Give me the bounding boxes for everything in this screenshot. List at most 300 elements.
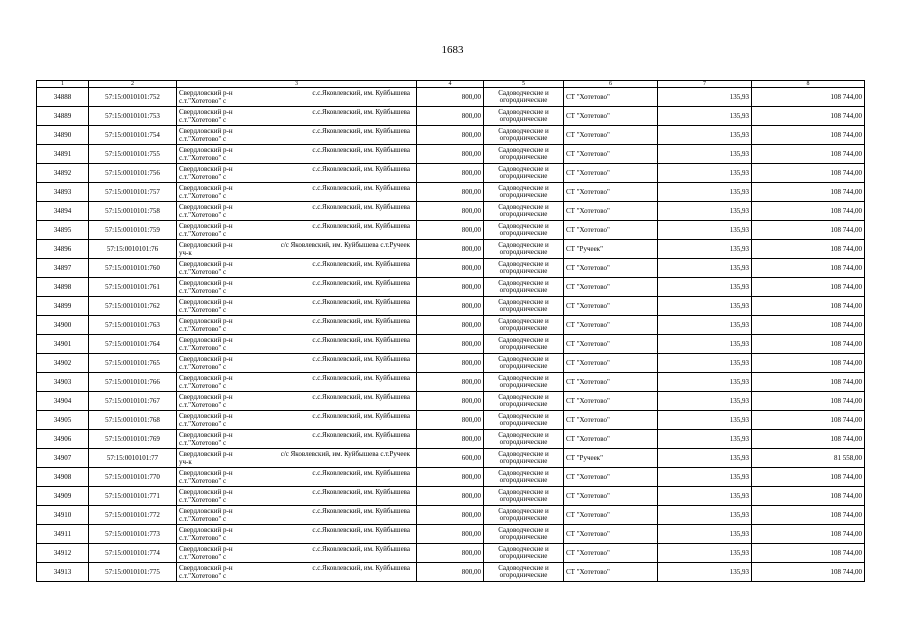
address-cell bbox=[177, 259, 417, 278]
address-cell bbox=[177, 145, 417, 164]
organization-name: СТ "Хотетово" bbox=[564, 202, 658, 221]
organization-name: СТ "Ручеек" bbox=[564, 449, 658, 468]
organization-name: СТ "Хотетово" bbox=[564, 563, 658, 582]
address-cell bbox=[177, 563, 417, 582]
address-cell bbox=[177, 411, 417, 430]
cadastral-number: 57:15:0010101:774 bbox=[89, 544, 177, 563]
table-row bbox=[37, 278, 865, 297]
specific-value: 135,93 bbox=[658, 278, 752, 297]
land-use-line1: Садоводческие и bbox=[498, 526, 549, 534]
row-number: 34901 bbox=[37, 335, 89, 354]
address-cell bbox=[177, 297, 417, 316]
area-value: 800,00 bbox=[417, 297, 484, 316]
address-settlement: уч-к bbox=[179, 458, 192, 466]
table-row bbox=[37, 259, 865, 278]
area-value: 800,00 bbox=[417, 525, 484, 544]
address-locality: с.с.Яковлевский, им. Куйбышева bbox=[312, 564, 410, 572]
address-locality: с.с.Яковлевский, им. Куйбышева bbox=[312, 488, 410, 496]
specific-value: 135,93 bbox=[658, 544, 752, 563]
address-district: Свердловский р-н bbox=[179, 146, 233, 154]
column-header: 6 bbox=[564, 81, 658, 88]
land-use-cell bbox=[484, 164, 564, 183]
land-use-line2: огороднические bbox=[499, 210, 548, 218]
cadastral-value: 108 744,00 bbox=[752, 221, 865, 240]
table-row bbox=[37, 506, 865, 525]
address-settlement: с.т."Хотетово" с bbox=[179, 344, 227, 352]
address-cell bbox=[177, 449, 417, 468]
cadastral-number: 57:15:0010101:762 bbox=[89, 297, 177, 316]
row-number: 34905 bbox=[37, 411, 89, 430]
organization-name: СТ "Хотетово" bbox=[564, 183, 658, 202]
land-use-cell bbox=[484, 430, 564, 449]
land-use-cell bbox=[484, 183, 564, 202]
cadastral-value: 108 744,00 bbox=[752, 316, 865, 335]
address-cell bbox=[177, 107, 417, 126]
table-row bbox=[37, 430, 865, 449]
address-locality: с.с.Яковлевский, им. Куйбышева bbox=[312, 260, 410, 268]
address-district: Свердловский р-н bbox=[179, 564, 233, 572]
land-use-line2: огороднические bbox=[499, 381, 548, 389]
table-row bbox=[37, 221, 865, 240]
cadastral-number: 57:15:0010101:753 bbox=[89, 107, 177, 126]
land-use-line2: огороднические bbox=[499, 153, 548, 161]
row-number: 34910 bbox=[37, 506, 89, 525]
address-locality: с.с.Яковлевский, им. Куйбышева bbox=[312, 108, 410, 116]
address-settlement: с.т."Хотетово" с bbox=[179, 287, 227, 295]
land-use-line2: огороднические bbox=[499, 343, 548, 351]
address-locality: с.с.Яковлевский, им. Куйбышева bbox=[312, 431, 410, 439]
land-use-line1: Садоводческие и bbox=[498, 336, 549, 344]
address-district: Свердловский р-н bbox=[179, 89, 233, 97]
address-settlement: с.т."Хотетово" с bbox=[179, 363, 227, 371]
cadastral-number: 57:15:0010101:770 bbox=[89, 468, 177, 487]
land-use-cell bbox=[484, 449, 564, 468]
organization-name: СТ "Хотетово" bbox=[564, 335, 658, 354]
address-cell bbox=[177, 316, 417, 335]
address-district: Свердловский р-н bbox=[179, 260, 233, 268]
column-header: 3 bbox=[177, 81, 417, 88]
land-use-cell bbox=[484, 278, 564, 297]
organization-name: СТ "Хотетово" bbox=[564, 145, 658, 164]
area-value: 800,00 bbox=[417, 316, 484, 335]
cadastral-value: 108 744,00 bbox=[752, 525, 865, 544]
column-number-row bbox=[37, 81, 865, 88]
land-use-line2: огороднические bbox=[499, 172, 548, 180]
specific-value: 135,93 bbox=[658, 468, 752, 487]
cadastral-value: 108 744,00 bbox=[752, 506, 865, 525]
cadastral-number: 57:15:0010101:775 bbox=[89, 563, 177, 582]
cadastral-value: 108 744,00 bbox=[752, 240, 865, 259]
land-use-cell bbox=[484, 88, 564, 107]
specific-value: 135,93 bbox=[658, 316, 752, 335]
land-use-line1: Садоводческие и bbox=[498, 507, 549, 515]
address-cell bbox=[177, 183, 417, 202]
cadastral-value: 81 558,00 bbox=[752, 449, 865, 468]
address-locality: с.с.Яковлевский, им. Куйбышева bbox=[312, 545, 410, 553]
specific-value: 135,93 bbox=[658, 506, 752, 525]
address-cell bbox=[177, 164, 417, 183]
table-row bbox=[37, 183, 865, 202]
cadastral-value: 108 744,00 bbox=[752, 354, 865, 373]
address-cell bbox=[177, 88, 417, 107]
organization-name: СТ "Хотетово" bbox=[564, 164, 658, 183]
cadastral-number: 57:15:0010101:767 bbox=[89, 392, 177, 411]
land-use-cell bbox=[484, 107, 564, 126]
address-district: Свердловский р-н bbox=[179, 241, 233, 249]
specific-value: 135,93 bbox=[658, 430, 752, 449]
organization-name: СТ "Хотетово" bbox=[564, 107, 658, 126]
address-locality: с.с.Яковлевский, им. Куйбышева bbox=[312, 507, 410, 515]
area-value: 800,00 bbox=[417, 107, 484, 126]
land-use-line2: огороднические bbox=[499, 495, 548, 503]
specific-value: 135,93 bbox=[658, 126, 752, 145]
address-settlement: с.т."Хотетово" с bbox=[179, 154, 227, 162]
cadastral-value: 108 744,00 bbox=[752, 278, 865, 297]
address-cell bbox=[177, 354, 417, 373]
address-locality: с.с.Яковлевский, им. Куйбышева bbox=[312, 336, 410, 344]
area-value: 800,00 bbox=[417, 202, 484, 221]
land-use-cell bbox=[484, 259, 564, 278]
address-settlement: с.т."Хотетово" с bbox=[179, 439, 227, 447]
cadastral-number: 57:15:0010101:772 bbox=[89, 506, 177, 525]
address-district: Свердловский р-н bbox=[179, 393, 233, 401]
land-use-line1: Садоводческие и bbox=[498, 108, 549, 116]
organization-name: СТ "Хотетово" bbox=[564, 392, 658, 411]
table-row bbox=[37, 145, 865, 164]
land-use-line2: огороднические bbox=[499, 476, 548, 484]
specific-value: 135,93 bbox=[658, 297, 752, 316]
table-row bbox=[37, 297, 865, 316]
table-row bbox=[37, 354, 865, 373]
area-value: 800,00 bbox=[417, 126, 484, 145]
organization-name: СТ "Хотетово" bbox=[564, 411, 658, 430]
cadastral-number: 57:15:0010101:77 bbox=[89, 449, 177, 468]
area-value: 800,00 bbox=[417, 145, 484, 164]
cadastral-number: 57:15:0010101:755 bbox=[89, 145, 177, 164]
cadastral-number: 57:15:0010101:773 bbox=[89, 525, 177, 544]
cadastral-value: 108 744,00 bbox=[752, 107, 865, 126]
address-cell bbox=[177, 525, 417, 544]
row-number: 34895 bbox=[37, 221, 89, 240]
cadastral-value: 108 744,00 bbox=[752, 563, 865, 582]
row-number: 34888 bbox=[37, 88, 89, 107]
land-use-line2: огороднические bbox=[499, 419, 548, 427]
address-district: Свердловский р-н bbox=[179, 184, 233, 192]
cadastral-number: 57:15:0010101:758 bbox=[89, 202, 177, 221]
table-row bbox=[37, 202, 865, 221]
specific-value: 135,93 bbox=[658, 88, 752, 107]
land-use-cell bbox=[484, 392, 564, 411]
cadastral-number: 57:15:0010101:757 bbox=[89, 183, 177, 202]
address-district: Свердловский р-н bbox=[179, 355, 233, 363]
area-value: 800,00 bbox=[417, 88, 484, 107]
land-use-line1: Садоводческие и bbox=[498, 450, 549, 458]
address-settlement: с.т."Хотетово" с bbox=[179, 268, 227, 276]
row-number: 34911 bbox=[37, 525, 89, 544]
row-number: 34903 bbox=[37, 373, 89, 392]
organization-name: СТ "Хотетово" bbox=[564, 259, 658, 278]
address-locality: с.с.Яковлевский, им. Куйбышева bbox=[312, 146, 410, 154]
land-use-line1: Садоводческие и bbox=[498, 393, 549, 401]
table-row bbox=[37, 411, 865, 430]
land-use-line1: Садоводческие и bbox=[498, 89, 549, 97]
address-settlement: с.т."Хотетово" с bbox=[179, 382, 227, 390]
organization-name: СТ "Хотетово" bbox=[564, 297, 658, 316]
table-row bbox=[37, 468, 865, 487]
land-use-line1: Садоводческие и bbox=[498, 355, 549, 363]
area-value: 800,00 bbox=[417, 430, 484, 449]
cadastral-number: 57:15:0010101:765 bbox=[89, 354, 177, 373]
cadastral-value: 108 744,00 bbox=[752, 164, 865, 183]
cadastral-number: 57:15:0010101:759 bbox=[89, 221, 177, 240]
address-cell bbox=[177, 468, 417, 487]
row-number: 34897 bbox=[37, 259, 89, 278]
area-value: 800,00 bbox=[417, 278, 484, 297]
organization-name: СТ "Хотетово" bbox=[564, 468, 658, 487]
column-header: 1 bbox=[37, 81, 89, 88]
address-locality: с.с.Яковлевский, им. Куйбышева bbox=[312, 469, 410, 477]
land-use-line2: огороднические bbox=[499, 267, 548, 275]
address-district: Свердловский р-н bbox=[179, 412, 233, 420]
land-use-line2: огороднические bbox=[499, 191, 548, 199]
table-row bbox=[37, 107, 865, 126]
column-header: 7 bbox=[658, 81, 752, 88]
land-use-cell bbox=[484, 468, 564, 487]
specific-value: 135,93 bbox=[658, 373, 752, 392]
specific-value: 135,93 bbox=[658, 354, 752, 373]
address-settlement: с.т."Хотетово" с bbox=[179, 477, 227, 485]
table-row bbox=[37, 563, 865, 582]
row-number: 34908 bbox=[37, 468, 89, 487]
organization-name: СТ "Хотетово" bbox=[564, 487, 658, 506]
address-cell bbox=[177, 430, 417, 449]
land-use-line2: огороднические bbox=[499, 96, 548, 104]
specific-value: 135,93 bbox=[658, 107, 752, 126]
address-settlement: с.т."Хотетово" с bbox=[179, 116, 227, 124]
address-cell bbox=[177, 487, 417, 506]
organization-name: СТ "Хотетово" bbox=[564, 354, 658, 373]
address-locality: с.с.Яковлевский, им. Куйбышева bbox=[312, 222, 410, 230]
specific-value: 135,93 bbox=[658, 183, 752, 202]
address-cell bbox=[177, 506, 417, 525]
land-use-line1: Садоводческие и bbox=[498, 564, 549, 572]
address-settlement: с.т."Хотетово" с bbox=[179, 496, 227, 504]
specific-value: 135,93 bbox=[658, 449, 752, 468]
cadastral-value: 108 744,00 bbox=[752, 430, 865, 449]
organization-name: СТ "Хотетово" bbox=[564, 316, 658, 335]
table-row bbox=[37, 487, 865, 506]
cadastral-number: 57:15:0010101:76 bbox=[89, 240, 177, 259]
area-value: 800,00 bbox=[417, 259, 484, 278]
table-row bbox=[37, 335, 865, 354]
address-district: Свердловский р-н bbox=[179, 203, 233, 211]
address-district: Свердловский р-н bbox=[179, 336, 233, 344]
area-value: 600,00 bbox=[417, 449, 484, 468]
address-district: Свердловский р-н bbox=[179, 165, 233, 173]
specific-value: 135,93 bbox=[658, 145, 752, 164]
cadastral-number: 57:15:0010101:752 bbox=[89, 88, 177, 107]
area-value: 800,00 bbox=[417, 373, 484, 392]
land-use-line2: огороднические bbox=[499, 457, 548, 465]
land-use-cell bbox=[484, 525, 564, 544]
row-number: 34892 bbox=[37, 164, 89, 183]
page-number: 1683 bbox=[441, 44, 464, 56]
land-use-cell bbox=[484, 126, 564, 145]
table-row bbox=[37, 544, 865, 563]
row-number: 34891 bbox=[37, 145, 89, 164]
land-use-cell bbox=[484, 335, 564, 354]
specific-value: 135,93 bbox=[658, 335, 752, 354]
table-row bbox=[37, 164, 865, 183]
land-use-line1: Садоводческие и bbox=[498, 431, 549, 439]
land-use-line2: огороднические bbox=[499, 305, 548, 313]
cadastral-value: 108 744,00 bbox=[752, 183, 865, 202]
land-use-cell bbox=[484, 487, 564, 506]
land-use-line1: Садоводческие и bbox=[498, 279, 549, 287]
address-locality: с.с.Яковлевский, им. Куйбышева bbox=[312, 279, 410, 287]
row-number: 34902 bbox=[37, 354, 89, 373]
land-use-line2: огороднические bbox=[499, 286, 548, 294]
address-locality: с.с.Яковлевский, им. Куйбышева bbox=[312, 184, 410, 192]
land-use-line1: Садоводческие и bbox=[498, 298, 549, 306]
cadastral-number: 57:15:0010101:760 bbox=[89, 259, 177, 278]
land-use-line1: Садоводческие и bbox=[498, 469, 549, 477]
land-use-line2: огороднические bbox=[499, 514, 548, 522]
land-use-line1: Садоводческие и bbox=[498, 545, 549, 553]
address-district: Свердловский р-н bbox=[179, 279, 233, 287]
address-settlement: с.т."Хотетово" с bbox=[179, 173, 227, 181]
address-district: Свердловский р-н bbox=[179, 469, 233, 477]
address-settlement: с.т."Хотетово" с bbox=[179, 534, 227, 542]
cadastral-number: 57:15:0010101:754 bbox=[89, 126, 177, 145]
row-number: 34896 bbox=[37, 240, 89, 259]
address-locality: с.с.Яковлевский, им. Куйбышева bbox=[312, 89, 410, 97]
land-use-cell bbox=[484, 411, 564, 430]
cadastral-value: 108 744,00 bbox=[752, 202, 865, 221]
organization-name: СТ "Ручеек" bbox=[564, 240, 658, 259]
land-use-line2: огороднические bbox=[499, 571, 548, 579]
cadastral-value: 108 744,00 bbox=[752, 373, 865, 392]
cadastral-value: 108 744,00 bbox=[752, 126, 865, 145]
cadastral-number: 57:15:0010101:771 bbox=[89, 487, 177, 506]
land-use-line1: Садоводческие и bbox=[498, 317, 549, 325]
area-value: 800,00 bbox=[417, 392, 484, 411]
address-locality: с.с.Яковлевский, им. Куйбышева bbox=[312, 165, 410, 173]
organization-name: СТ "Хотетово" bbox=[564, 373, 658, 392]
cadastral-value: 108 744,00 bbox=[752, 297, 865, 316]
specific-value: 135,93 bbox=[658, 202, 752, 221]
row-number: 34906 bbox=[37, 430, 89, 449]
table-row bbox=[37, 88, 865, 107]
land-use-cell bbox=[484, 373, 564, 392]
cadastral-number: 57:15:0010101:764 bbox=[89, 335, 177, 354]
address-locality: с.с.Яковлевский, им. Куйбышева bbox=[312, 317, 410, 325]
specific-value: 135,93 bbox=[658, 240, 752, 259]
row-number: 34893 bbox=[37, 183, 89, 202]
row-number: 34889 bbox=[37, 107, 89, 126]
address-district: Свердловский р-н bbox=[179, 298, 233, 306]
cadastral-number: 57:15:0010101:761 bbox=[89, 278, 177, 297]
area-value: 800,00 bbox=[417, 183, 484, 202]
cadastral-number: 57:15:0010101:763 bbox=[89, 316, 177, 335]
address-district: Свердловский р-н bbox=[179, 317, 233, 325]
land-use-cell bbox=[484, 354, 564, 373]
row-number: 34898 bbox=[37, 278, 89, 297]
address-settlement: с.т."Хотетово" с bbox=[179, 211, 227, 219]
area-value: 800,00 bbox=[417, 240, 484, 259]
address-cell bbox=[177, 126, 417, 145]
organization-name: СТ "Хотетово" bbox=[564, 88, 658, 107]
area-value: 800,00 bbox=[417, 221, 484, 240]
address-district: Свердловский р-н bbox=[179, 374, 233, 382]
land-use-line1: Садоводческие и bbox=[498, 241, 549, 249]
address-settlement: с.т."Хотетово" с bbox=[179, 572, 227, 580]
column-header: 8 bbox=[752, 81, 865, 88]
land-use-cell bbox=[484, 544, 564, 563]
land-use-cell bbox=[484, 145, 564, 164]
row-number: 34894 bbox=[37, 202, 89, 221]
organization-name: СТ "Хотетово" bbox=[564, 525, 658, 544]
address-locality: с.с.Яковлевский, им. Куйбышева bbox=[312, 355, 410, 363]
area-value: 800,00 bbox=[417, 411, 484, 430]
land-use-line2: огороднические bbox=[499, 400, 548, 408]
land-register-table bbox=[36, 80, 865, 582]
column-header: 5 bbox=[484, 81, 564, 88]
cadastral-value: 108 744,00 bbox=[752, 392, 865, 411]
land-use-line2: огороднические bbox=[499, 324, 548, 332]
land-use-line1: Садоводческие и bbox=[498, 203, 549, 211]
land-use-line2: огороднические bbox=[499, 533, 548, 541]
cadastral-number: 57:15:0010101:756 bbox=[89, 164, 177, 183]
land-use-line1: Садоводческие и bbox=[498, 127, 549, 135]
cadastral-value: 108 744,00 bbox=[752, 335, 865, 354]
row-number: 34890 bbox=[37, 126, 89, 145]
address-cell bbox=[177, 202, 417, 221]
land-use-cell bbox=[484, 506, 564, 525]
cadastral-number: 57:15:0010101:766 bbox=[89, 373, 177, 392]
address-cell bbox=[177, 544, 417, 563]
row-number: 34900 bbox=[37, 316, 89, 335]
address-district: Свердловский р-н bbox=[179, 431, 233, 439]
land-use-line2: огороднические bbox=[499, 134, 548, 142]
cadastral-value: 108 744,00 bbox=[752, 411, 865, 430]
address-district: Свердловский р-н bbox=[179, 488, 233, 496]
land-use-cell bbox=[484, 221, 564, 240]
land-use-line1: Садоводческие и bbox=[498, 412, 549, 420]
area-value: 800,00 bbox=[417, 335, 484, 354]
land-use-line1: Садоводческие и bbox=[498, 488, 549, 496]
land-use-cell bbox=[484, 316, 564, 335]
area-value: 800,00 bbox=[417, 506, 484, 525]
land-use-line2: огороднические bbox=[499, 229, 548, 237]
cadastral-number: 57:15:0010101:769 bbox=[89, 430, 177, 449]
land-use-line1: Садоводческие и bbox=[498, 374, 549, 382]
specific-value: 135,93 bbox=[658, 525, 752, 544]
land-use-line2: огороднические bbox=[499, 552, 548, 560]
land-use-line2: огороднические bbox=[499, 115, 548, 123]
address-settlement: с.т."Хотетово" с bbox=[179, 135, 227, 143]
address-district: Свердловский р-н bbox=[179, 526, 233, 534]
area-value: 800,00 bbox=[417, 544, 484, 563]
cadastral-value: 108 744,00 bbox=[752, 544, 865, 563]
cadastral-value: 108 744,00 bbox=[752, 145, 865, 164]
land-use-line1: Садоводческие и bbox=[498, 184, 549, 192]
cadastral-value: 108 744,00 bbox=[752, 487, 865, 506]
area-value: 800,00 bbox=[417, 354, 484, 373]
address-settlement: с.т."Хотетово" с bbox=[179, 553, 227, 561]
address-cell bbox=[177, 373, 417, 392]
address-locality: с/с Яковлевский, им. Куйбышева с.т.Ручеек bbox=[280, 241, 410, 249]
